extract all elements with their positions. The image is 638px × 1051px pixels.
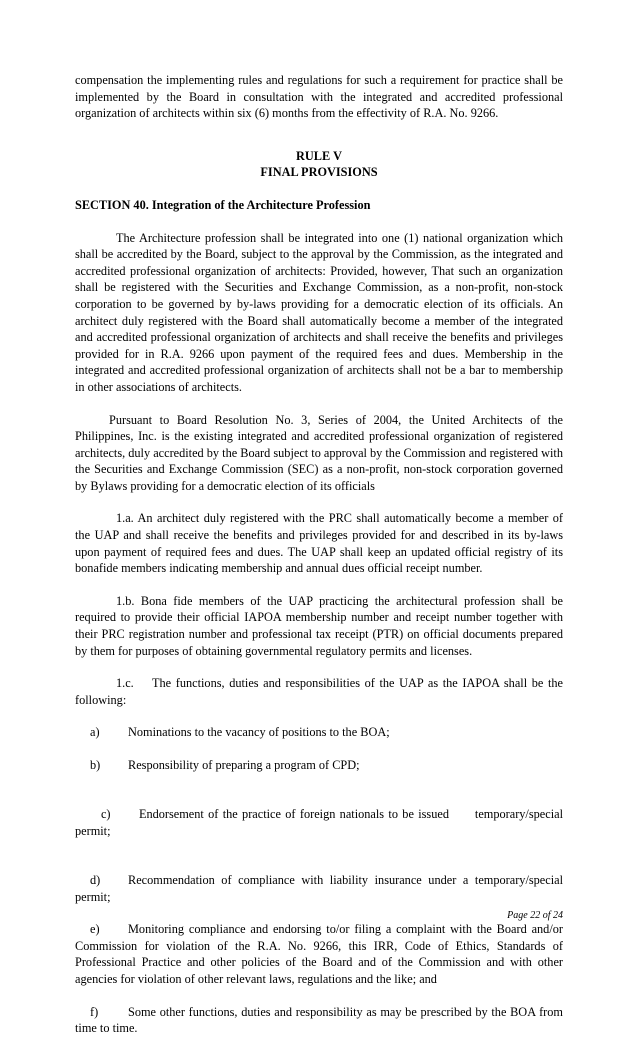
page-number: Page 22 of 24 — [507, 910, 563, 921]
list-item-text: Some other functions, duties and responsibility as may be prescribed by the BOA from time to time. — [75, 1004, 563, 1036]
list-item — [75, 921, 563, 987]
document-body — [75, 72, 567, 1037]
list-item-label: e) — [90, 922, 100, 937]
list-item-text: Endorsement of the practice of foreign nationals to be issued temporary/special permit; — [75, 807, 567, 838]
list-item-label: a) — [90, 725, 100, 740]
paragraph-1c: 1.c. The functions, duties and responsibilities of the UAP as the IAPOA shall be the following: — [75, 676, 567, 707]
paragraph-integration: The Architecture profession shall be integrated into one (1) national organization which shall be accredited by the Board, subject to the approval by the Commission, as the integrated and accredited professional organization of architects: Provided, however, That such an organization shall be registered with the Securities and Exchange Commission, as a non-profit, non-stock corporation to be governed by by-laws providing for a democratic election of its officials. An architect duly registered with the Board shall automatically become a member of the integrated and accredited professional organization of architects and shall receive the benefits and privileges provided for in R.A. 9266 upon payment of the required fees and dues. Membership in the integrated and accredited professional organization of architects shall not be a bar to membership in other associations of architects. — [75, 230, 563, 394]
rule-title: FINAL PROVISIONS — [260, 165, 378, 180]
list-item-text: Recommendation of compliance with liability insurance under a temporary/special permit; — [75, 872, 563, 904]
section-heading: SECTION 40. Integration of the Architecture Profession — [75, 197, 371, 212]
list-item — [75, 872, 563, 905]
list-item-label: b) — [90, 758, 101, 772]
list-item — [75, 790, 567, 856]
list-item-text: Nominations to the vacancy of positions to the BOA; — [128, 725, 390, 740]
list-item-text: Responsibility of preparing a program of CPD; — [128, 758, 360, 772]
list-item-label: d) — [90, 872, 101, 887]
paragraph-1b: 1.b. Bona fide members of the UAP practicing the architectural profession shall be required to provide their official IAPOA membership number and receipt number together with their PRC registration number and professional tax receipt (PTR) on official documents prepared by them for purposes of obtaining governmental regulatory permits and licenses. — [75, 593, 563, 658]
list-item — [75, 724, 563, 741]
list-item-label: c) — [100, 807, 111, 822]
paragraph-board-resolution: Pursuant to Board Resolution No. 3, Series of 2004, the United Architects of the Philippines, Inc. is the existing integrated and accredited professional organization of registered architects, duly accredited by the Board subject to approval by the Commission and registered with the Securities and Exchange Commission (SEC) as a non-profit, non-stock corporation governed by Bylaws providing for a democratic election of its officials — [75, 412, 563, 493]
intro-paragraph: compensation the implementing rules and regulations for such a requirement for practice shall be implemented by the Board in consultation with the integrated and accredited professional organization of architects within six (6) months from the effectivity of R.A. No. 9266. — [75, 73, 563, 121]
rule-heading: RULE V — [296, 148, 342, 163]
list-item-text: Monitoring compliance and endorsing to/or filing a complaint with the Board and/or Commission for violation of the R.A. No. 9266, this IRR, Code of Ethics, Standards of Professional Practice and other policies of the Board and of the Commission and with other agencies for violation of other relevant laws, regulations and the like; and — [75, 922, 563, 986]
paragraph-1a: 1.a. An architect duly registered with the PRC shall automatically become a member of the UAP and shall receive the benefits and privileges provided for and described in its by-laws upon payment of required fees and dues. The UAP shall keep an updated official registry of its bonafide members indicating membership and annual dues official receipt number. — [75, 511, 563, 576]
list-item — [75, 1004, 563, 1037]
list-item — [75, 757, 563, 774]
list-item-label: f) — [90, 1004, 99, 1019]
